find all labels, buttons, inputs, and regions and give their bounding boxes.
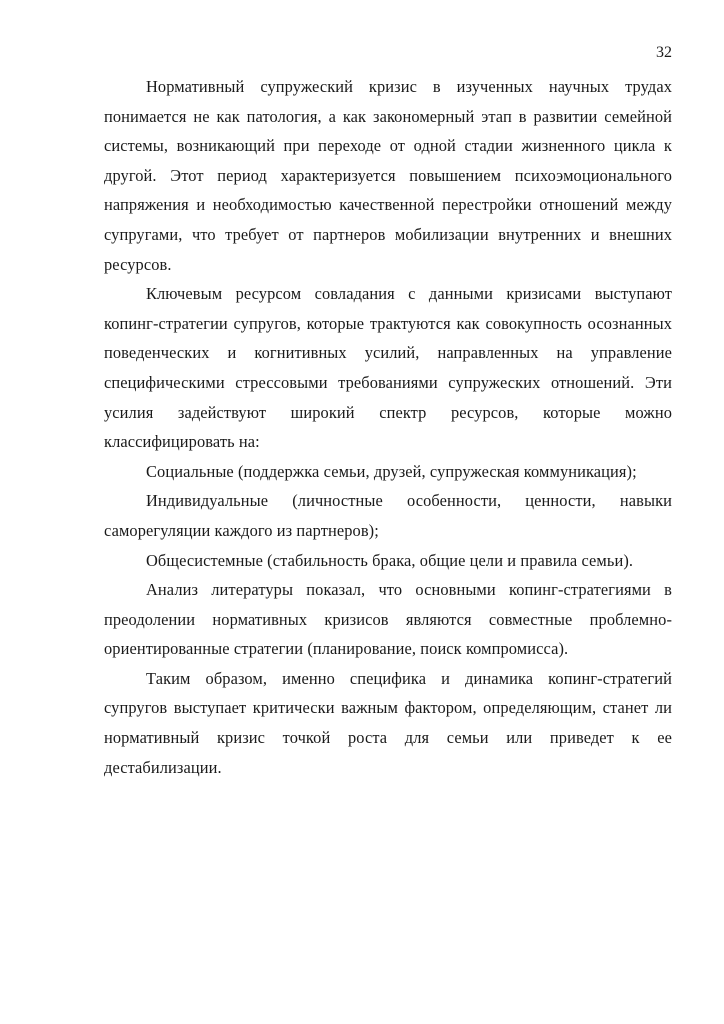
paragraph-systemic-resources: Общесистемные (стабильность брака, общие цели и правила семьи). [146, 550, 634, 570]
paragraph-social-resources: Социальные (поддержка семьи, друзей, супружеская коммуникация); [146, 461, 637, 481]
paragraph-crisis-definition: Нормативный супружеский кризис в изученных научных трудах понимается не как патология, а как закономерный этап в развитии семейной системы, возникающий при переходе от одной стадии жизненного цикла к другой. Этот период характеризуется повышением психоэмоционального напряжения и необходимостью качественной перестройки отношений между супругами, что требует от партнеров мобилизации внутренних и внешних ресурсов. [104, 77, 672, 274]
page-number: 32 [656, 44, 672, 61]
paragraph-literature-analysis: Анализ литературы показал, что основными копинг-стратегиями в преодолении нормативных кризисов являются совместные проблемно-ориентированные стратегии (планирование, поиск компромисса). [104, 580, 672, 659]
paragraph-conclusion: Таким образом, именно специфика и динамика копинг-стратегий супругов выступает критически важным фактором, определяющим, станет ли нормативный кризис точкой роста для семьи или приведет к ее дестабилизации. [104, 668, 672, 777]
paragraph-individual-resources: Индивидуальные (личностные особенности, ценности, навыки саморегуляции каждого из партнеров); [104, 491, 672, 540]
text-body [104, 72, 672, 782]
paragraph-coping-strategies: Ключевым ресурсом совладания с данными кризисами выступают копинг-стратегии супругов, которые трактуются как совокупность осознанных поведенческих и когнитивных усилий, направленных на управление специфическими стрессовыми требованиями супружеских отношений. Эти усилия задействуют широкий спектр ресурсов, которые можно классифицировать на: [104, 284, 672, 452]
